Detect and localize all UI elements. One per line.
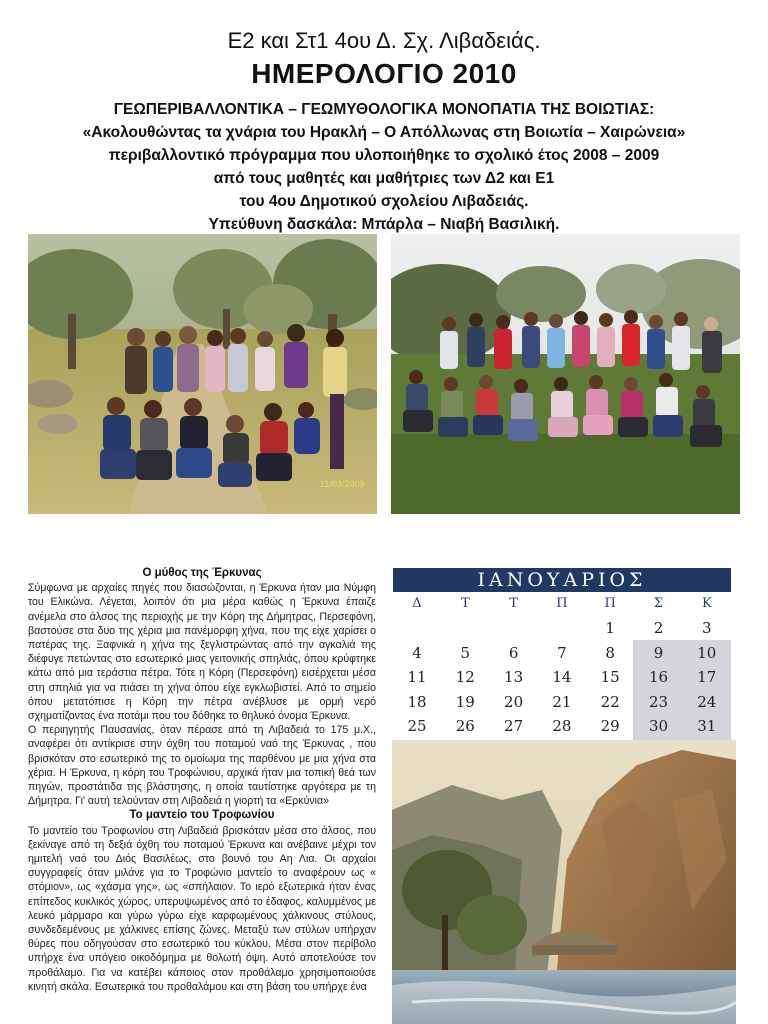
- article-paragraph-3: Το μαντείο του Τροφωνίου στη Λιβαδειά βρισκόταν μέσα στο άλσος, που ξεκίναγε από τη δεξιά όχθη του ποταμού Έρκυνα και ανέβαινε μέχρι τον ημιτελή ναό του Διός Βασιλέως, στο βουνό του Αη Λια. Οι αρχαίοι συγγραφείς όταν μιλάνε για το Τροφώνιο μαντείο το αναφέρουν ως « στόμιον», ως «χάσμα γης», ως «σπήλαιον. Το ιερό εξωτερικά ήταν ένας επίπεδος κυκλικός χώρος, υπερυψωμένος από το έδαφος, καλυμμένος με λευκό μάρμαρο και γύρω γύρω είχε καρφωμένους χάλκινους στύλους, συνδεδεμένους με χάλκινες επίσης ζώνες. Μεταξύ των στύλων υπήρχαν θύρες που οδηγούσαν στο εσωτερικό του κύκλου. Μέσα στον περίβολο υπήρχε ένα υπόγειο οικοδόμημα με θολωτή όψη. Αυτό αποτελούσε τον προθάλαμο. Για να κατέβει κάποιος στον προθάλαμο χρησιμοποιούσε κινητή σκάλα. Εσωτερικά του προθαλάμου και στη βάση του υπήρχε ένα: [28, 824, 376, 993]
- calendar-day: 21: [552, 692, 572, 711]
- weekday-header: Δ: [412, 596, 422, 611]
- calendar-day: 30: [648, 717, 669, 735]
- erkyna-gorge-painting: [392, 740, 736, 1024]
- calendar-day: 12: [455, 668, 475, 686]
- calendar-day: 8: [605, 643, 615, 662]
- calendar-day: 24: [697, 692, 717, 711]
- calendar-day: 5: [460, 643, 471, 662]
- calendar-day: 17: [697, 668, 717, 686]
- calendar-day: 14: [552, 668, 572, 686]
- january-calendar: [393, 568, 731, 738]
- calendar-day: 31: [697, 717, 717, 735]
- calendar-day: 13: [504, 668, 524, 686]
- calendar-day: 7: [557, 643, 567, 662]
- calendar-day: 26: [455, 717, 475, 735]
- calendar-day: 9: [653, 643, 664, 662]
- calendar-day: 28: [552, 717, 572, 735]
- weekday-header: Τ: [509, 596, 518, 611]
- month-header: ΙΑΝΟΥΑΡΙΟΣ: [393, 568, 731, 592]
- project-description: [20, 98, 748, 236]
- students-olive-grove-photo: [28, 234, 377, 514]
- calendar-day: 1: [605, 619, 615, 637]
- calendar-grid: [393, 592, 731, 738]
- weekday-header: Π: [604, 596, 616, 611]
- weekday-header: Σ: [653, 596, 664, 611]
- school-line: Ε2 και Στ1 4ου Δ. Σχ. Λιβαδειάς.: [227, 28, 541, 53]
- article-heading-trofonio: Το μαντείο του Τροφωνίου: [129, 809, 275, 822]
- subtitle-line-1: ΓΕΩΠΕΡΙΒΑΛΛΟΝΤΙΚΑ – ΓΕΩΜΥΘΟΛΟΓΙΚΑ ΜΟΝΟΠΑΤΙΑ ΤΗΣ ΒΟΙΩΤΙΑΣ:: [113, 101, 655, 118]
- subtitle-line-4: από τους μαθητές και μαθήτριες των Δ2 και Ε1: [213, 170, 555, 187]
- calendar-day: 20: [504, 692, 524, 711]
- subtitle-line-5: του 4ου Δημοτικού σχολείου Λιβαδειάς.: [239, 193, 529, 210]
- calendar-day: 25: [407, 717, 427, 735]
- group-hillside-photo: [391, 234, 740, 514]
- teacher-line: Υπεύθυνη δασκάλα: Μπάρλα – Νιαβή Βασιλική.: [208, 216, 560, 233]
- weekday-header: Τ: [460, 596, 470, 611]
- calendar-day: 18: [407, 692, 427, 711]
- calendar-day: 15: [600, 668, 620, 686]
- calendar-day: 23: [648, 692, 669, 711]
- calendar-day: 6: [508, 643, 519, 662]
- calendar-day: 11: [407, 668, 427, 686]
- calendar-day: 10: [697, 643, 717, 662]
- calendar-day: 2: [653, 619, 664, 637]
- calendar-day: 4: [412, 643, 422, 662]
- subtitle-line-2: «Ακολουθώντας τα χνάρια του Ηρακλή – Ο Απόλλωνας στη Βοιωτία – Χαιρώνεια»: [82, 124, 686, 141]
- calendar-day: 19: [455, 692, 475, 711]
- calendar-day: 22: [600, 692, 620, 711]
- subtitle-line-3: περιβαλλοντικό πρόγραμμα που υλοποιήθηκε το σχολικό έτος 2008 – 2009: [108, 147, 660, 164]
- myth-article: [28, 566, 376, 994]
- calendar-day: 3: [702, 619, 712, 637]
- calendar-day: 29: [600, 717, 620, 735]
- calendar-day: 16: [648, 668, 669, 686]
- article-paragraph-1: Σύμφωνα με αρχαίες πηγές που διασώζονται, η Έρκυνα ήταν μια Νύμφη του Ελικώνα. Λέγεται, λοιπόν ότι μια μέρα καθώς η Έρκυνα έπαιζε ανέμελα στο άλσος της περιοχής με την Κόρη της Δήμητρας, Περσεφόνη, βαστούσε στα δυο της χέρια μια πανέμορφη χήνα, που της είχε χαρίσει ο πατέρας της. Ξαφνικά η χήνα της ξεγλιστρώντας από την αγκαλιά της διέφυγε πετώντας στο εσωτερικό μιας γειτονικής σπηλιάς, όπου κρύφτηκε κάτω από μια τεράστια πέτρα. Τότε η Κόρη (Περσεφόνη) εισέρχεται μέσα στη σπηλιά για να πιάσει τη χήνα όπου είχε εγκλωβιστεί. Από το σημείο όπου μετατόπισε η Κόρη την πέτρα ανέβλυσε με ορμή νερό σχηματίζοντας ένα ποτάμι που του δόθηκε το θηλυκό όνομα Έρκυνα.: [28, 582, 376, 723]
- photo-date-stamp: 11/03/2009: [320, 479, 365, 489]
- article-heading-erkyna: Ο μύθος της Έρκυνας: [142, 567, 262, 579]
- calendar-title: ΗΜΕΡΟΛΟΓΙΟ 2010: [251, 58, 517, 89]
- article-paragraph-2: Ο περιηγητής Παυσανίας, όταν πέρασε από τη Λιβαδειά το 175 μ.Χ., αναφέρει ότι αντίκρισε στην όχθη του ποταμού ναό της Έρκυνας , που βρισκόταν στο εσωτερικό της το ομοίωμα της παρθένου με μια χήνα στα χέρια. Η Έρκυνα, η κόρη του Τροφώνιου, αρχικά ήταν μια τοπική θεά των πηγών, προστάτιδα της βλάστησης, η οποία ταυτίστηκε αργότερα με τη Δήμητρα. Γι' αυτή τελούνταν στη Λιβαδειά η γιορτή τα «Ερκύνια»: [28, 724, 376, 808]
- weekday-header: Κ: [701, 596, 712, 611]
- weekday-header: Π: [556, 596, 568, 611]
- calendar-day: 27: [504, 717, 524, 735]
